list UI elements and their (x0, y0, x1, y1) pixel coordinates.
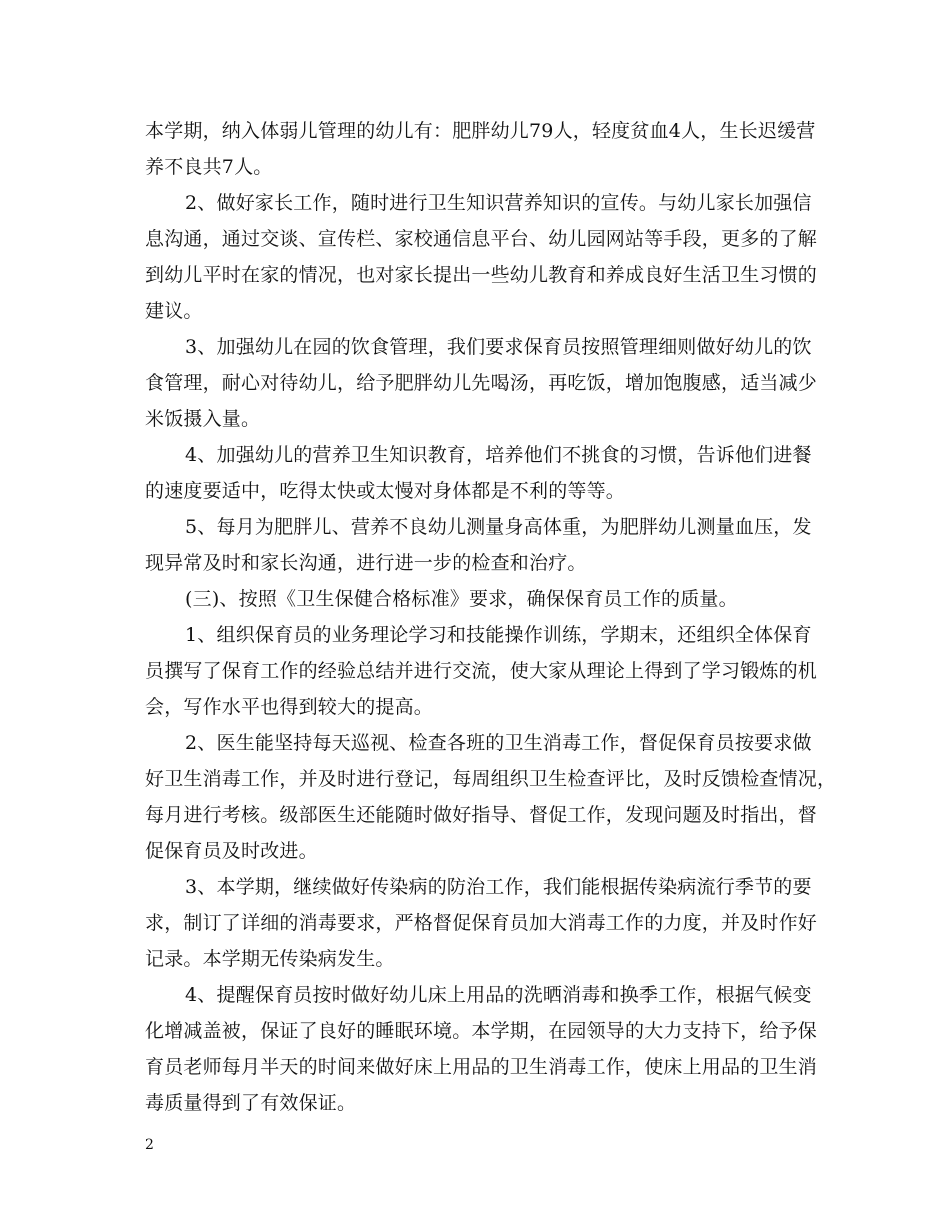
text-line: 4、提醒保育员按时做好幼儿床上用品的洗晒消毒和换季工作，根据气候变 (185, 984, 812, 1006)
text-line: 育员老师每月半天的时间来做好床上用品的卫生消毒工作，使床上用品的卫生消 (145, 1056, 818, 1078)
text-line: 5、每月为肥胖儿、营养不良幼儿测量身高体重，为肥胖幼儿测量血压，发 (185, 516, 812, 538)
text-line: 建议。 (145, 300, 203, 322)
text-line: 每月进行考核。级部医生还能随时做好指导、督促工作，发现问题及时指出，督 (145, 804, 818, 826)
page-number: 2 (145, 1137, 154, 1153)
text-line: 食管理，耐心对待幼儿，给予肥胖幼儿先喝汤，再吃饭，增加饱腹感，适当减少 (145, 372, 818, 394)
text-line: 毒质量得到了有效保证。 (145, 1092, 357, 1114)
text-line: 3、加强幼儿在园的饮食管理，我们要求保育员按照管理细则做好幼儿的饮 (185, 336, 812, 358)
text-line: 的速度要适中，吃得太快或太慢对身体都是不利的等等。 (145, 480, 626, 502)
text-line: 4、加强幼儿的营养卫生知识教育，培养他们不挑食的习惯，告诉他们进餐 (185, 444, 812, 466)
text-line: 米饭摄入量。 (145, 408, 261, 430)
text-line: (三)、按照《卫生保健合格标准》要求，确保保育员工作的质量。 (185, 588, 738, 610)
text-line: 本学期，纳入体弱儿管理的幼儿有：肥胖幼儿79人，轻度贫血4人，生长迟缓营 (145, 120, 816, 142)
text-line: 1、组织保育员的业务理论学习和技能操作训练，学期末，还组织全体保育 (185, 624, 812, 646)
text-line: 养不良共7人。 (145, 156, 273, 178)
text-line: 好卫生消毒工作，并及时进行登记，每周组织卫生检查评比，及时反馈检查情况， (145, 768, 837, 790)
document-body (145, 113, 837, 1121)
text-line: 会，写作水平也得到较大的提高。 (145, 696, 434, 718)
text-line: 化增减盖被，保证了良好的睡眠环境。本学期，在园领导的大力支持下，给予保 (145, 1020, 818, 1042)
text-line: 2、做好家长工作，随时进行卫生知识营养知识的宣传。与幼儿家长加强信 (185, 192, 812, 214)
text-line: 3、本学期，继续做好传染病的防治工作，我们能根据传染病流行季节的要 (185, 876, 812, 898)
text-line: 记录。本学期无传染病发生。 (145, 948, 395, 970)
text-line: 求，制订了详细的消毒要求，严格督促保育员加大消毒工作的力度，并及时作好 (145, 912, 818, 934)
text-line: 促保育员及时改进。 (145, 840, 318, 862)
text-line: 到幼儿平时在家的情况，也对家长提出一些幼儿教育和养成良好生活卫生习惯的 (145, 264, 818, 286)
text-line: 员撰写了保育工作的经验总结并进行交流，使大家从理论上得到了学习锻炼的机 (145, 660, 818, 682)
text-line: 息沟通，通过交谈、宣传栏、家校通信息平台、幼儿园网站等手段，更多的了解 (145, 228, 818, 250)
text-line: 现异常及时和家长沟通，进行进一步的检查和治疗。 (145, 552, 587, 574)
text-line: 2、医生能坚持每天巡视、检查各班的卫生消毒工作，督促保育员按要求做 (185, 732, 812, 754)
